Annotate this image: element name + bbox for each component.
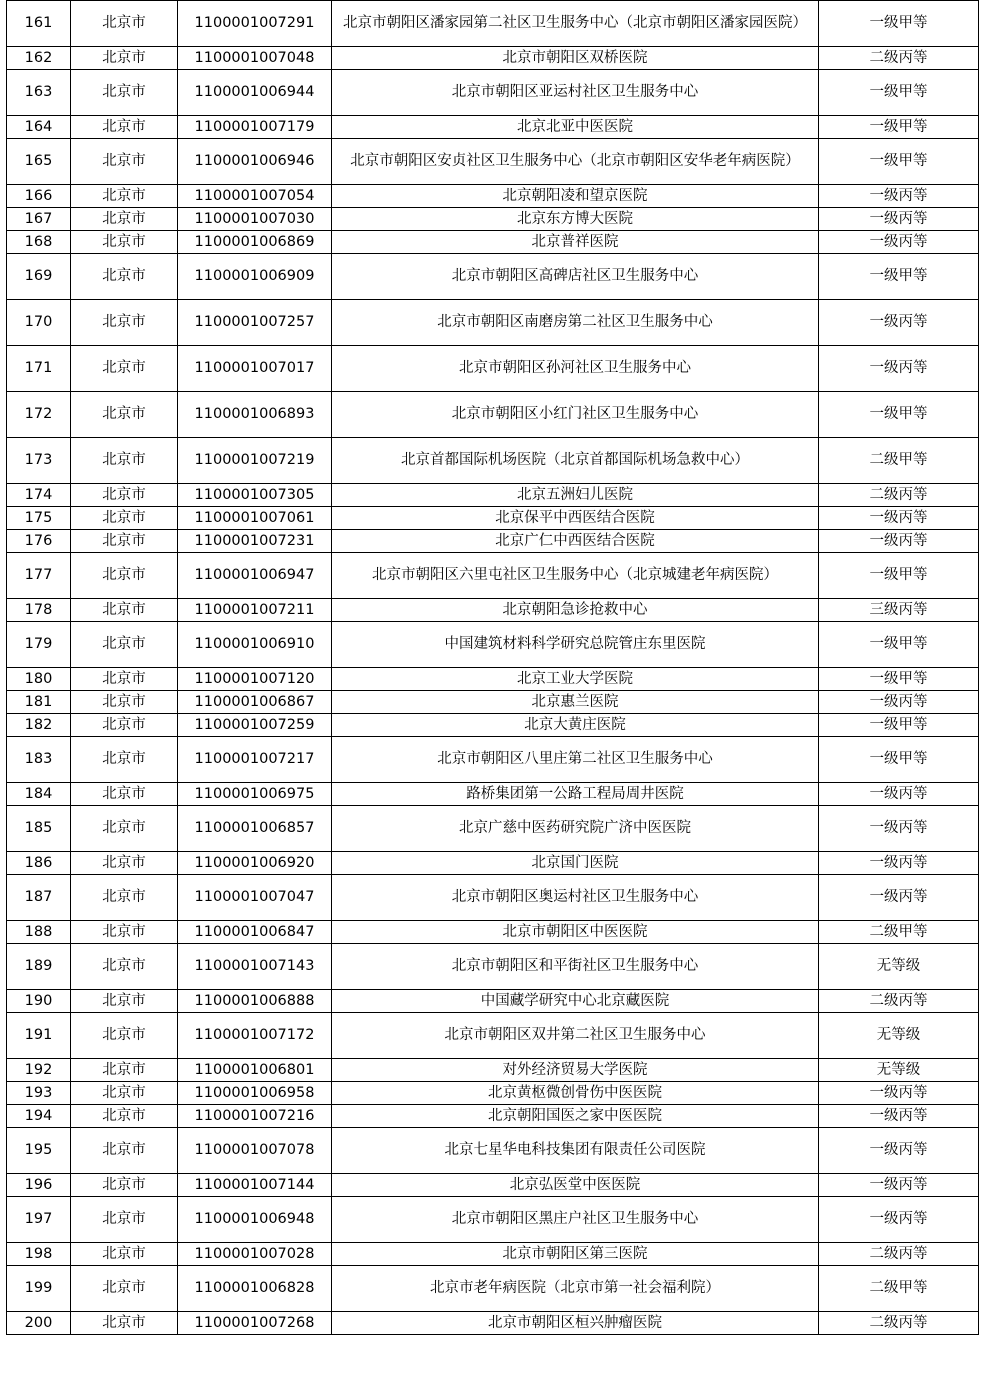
hospital-code-cell: 1100001007120 [178,668,332,691]
hospital-name-cell: 北京惠兰医院 [332,691,819,714]
hospital-code-cell: 1100001006910 [178,622,332,668]
hospital-name-cell: 北京朝阳急诊抢救中心 [332,599,819,622]
hospital-name-cell: 北京七星华电科技集团有限责任公司医院 [332,1128,819,1174]
hospital-code-cell: 1100001007211 [178,599,332,622]
row-number-cell: 167 [7,208,71,231]
city-cell: 北京市 [71,1059,178,1082]
row-number-cell: 190 [7,990,71,1013]
city-cell: 北京市 [71,116,178,139]
hospital-level-cell: 二级甲等 [819,1266,979,1312]
table-row [7,484,979,507]
city-cell: 北京市 [71,1243,178,1266]
table-row [7,875,979,921]
row-number-cell: 182 [7,714,71,737]
hospital-level-cell: 三级丙等 [819,599,979,622]
hospital-level-cell: 一级甲等 [819,714,979,737]
city-cell: 北京市 [71,346,178,392]
hospital-code-cell: 1100001006869 [178,231,332,254]
hospital-level-cell: 二级甲等 [819,438,979,484]
city-cell: 北京市 [71,1128,178,1174]
city-cell: 北京市 [71,438,178,484]
hospital-name-cell: 北京市朝阳区中医医院 [332,921,819,944]
table-row [7,1082,979,1105]
city-cell: 北京市 [71,622,178,668]
city-cell: 北京市 [71,599,178,622]
hospital-level-cell: 一级丙等 [819,185,979,208]
hospital-level-cell: 一级甲等 [819,668,979,691]
table-row [7,1013,979,1059]
row-number-cell: 186 [7,852,71,875]
hospital-code-cell: 1100001007028 [178,1243,332,1266]
row-number-cell: 199 [7,1266,71,1312]
table-row [7,783,979,806]
row-number-cell: 171 [7,346,71,392]
hospital-name-cell: 北京弘医堂中医医院 [332,1174,819,1197]
row-number-cell: 181 [7,691,71,714]
hospital-code-cell: 1100001006847 [178,921,332,944]
city-cell: 北京市 [71,691,178,714]
hospital-level-cell: 一级丙等 [819,783,979,806]
table-row [7,70,979,116]
hospital-level-cell: 一级甲等 [819,139,979,185]
hospital-code-cell: 1100001006947 [178,553,332,599]
hospital-level-cell: 一级甲等 [819,553,979,599]
table-row [7,208,979,231]
city-cell: 北京市 [71,714,178,737]
table-row [7,139,979,185]
row-number-cell: 191 [7,1013,71,1059]
city-cell: 北京市 [71,783,178,806]
hospital-code-cell: 1100001006867 [178,691,332,714]
hospital-name-cell: 北京市朝阳区安贞社区卫生服务中心（北京市朝阳区安华老年病医院） [332,139,819,185]
row-number-cell: 183 [7,737,71,783]
city-cell: 北京市 [71,484,178,507]
hospital-code-cell: 1100001006893 [178,392,332,438]
hospital-name-cell: 北京市朝阳区黑庄户社区卫生服务中心 [332,1197,819,1243]
city-cell: 北京市 [71,300,178,346]
hospital-level-cell: 一级丙等 [819,507,979,530]
hospital-code-cell: 1100001007291 [178,1,332,47]
row-number-cell: 169 [7,254,71,300]
table-row [7,921,979,944]
hospital-code-cell: 1100001007231 [178,530,332,553]
row-number-cell: 195 [7,1128,71,1174]
hospital-name-cell: 北京市朝阳区双桥医院 [332,47,819,70]
table-row [7,806,979,852]
table-row [7,530,979,553]
hospital-name-cell: 北京朝阳凌和望京医院 [332,185,819,208]
row-number-cell: 192 [7,1059,71,1082]
hospital-name-cell: 中国建筑材料科学研究总院管庄东里医院 [332,622,819,668]
hospital-level-cell: 二级丙等 [819,47,979,70]
city-cell: 北京市 [71,392,178,438]
hospital-code-cell: 1100001007061 [178,507,332,530]
city-cell: 北京市 [71,47,178,70]
row-number-cell: 174 [7,484,71,507]
hospital-code-cell: 1100001006944 [178,70,332,116]
table-row [7,1128,979,1174]
hospital-level-cell: 无等级 [819,944,979,990]
row-number-cell: 168 [7,231,71,254]
hospital-name-cell: 北京五洲妇儿医院 [332,484,819,507]
hospital-code-cell: 1100001007179 [178,116,332,139]
city-cell: 北京市 [71,1082,178,1105]
hospital-name-cell: 北京市朝阳区潘家园第二社区卫生服务中心（北京市朝阳区潘家园医院） [332,1,819,47]
hospital-code-cell: 1100001007054 [178,185,332,208]
hospital-level-cell: 一级甲等 [819,116,979,139]
table-row [7,116,979,139]
hospital-name-cell: 北京市朝阳区小红门社区卫生服务中心 [332,392,819,438]
city-cell: 北京市 [71,1197,178,1243]
hospital-level-cell: 一级丙等 [819,1082,979,1105]
row-number-cell: 188 [7,921,71,944]
table-row [7,622,979,668]
hospital-name-cell: 北京首都国际机场医院（北京首都国际机场急救中心） [332,438,819,484]
city-cell: 北京市 [71,1174,178,1197]
hospital-level-cell: 一级丙等 [819,300,979,346]
hospital-level-cell: 一级甲等 [819,70,979,116]
hospital-level-cell: 一级丙等 [819,691,979,714]
hospital-code-cell: 1100001007048 [178,47,332,70]
table-row [7,185,979,208]
hospital-level-cell: 二级丙等 [819,484,979,507]
hospital-name-cell: 对外经济贸易大学医院 [332,1059,819,1082]
hospital-name-cell: 北京工业大学医院 [332,668,819,691]
row-number-cell: 161 [7,1,71,47]
hospital-name-cell: 北京市朝阳区孙河社区卫生服务中心 [332,346,819,392]
hospital-level-cell: 一级丙等 [819,806,979,852]
hospital-name-cell: 北京市朝阳区双井第二社区卫生服务中心 [332,1013,819,1059]
hospital-code-cell: 1100001007172 [178,1013,332,1059]
city-cell: 北京市 [71,1312,178,1335]
hospital-name-cell: 北京朝阳国医之家中医医院 [332,1105,819,1128]
city-cell: 北京市 [71,208,178,231]
hospital-code-cell: 1100001006828 [178,1266,332,1312]
hospital-level-cell: 一级甲等 [819,737,979,783]
hospital-code-cell: 1100001007078 [178,1128,332,1174]
city-cell: 北京市 [71,944,178,990]
hospital-code-cell: 1100001006920 [178,852,332,875]
hospital-level-cell: 一级丙等 [819,1105,979,1128]
hospital-name-cell: 北京广仁中西医结合医院 [332,530,819,553]
row-number-cell: 200 [7,1312,71,1335]
row-number-cell: 178 [7,599,71,622]
hospital-name-cell: 北京保平中西医结合医院 [332,507,819,530]
hospital-level-cell: 一级丙等 [819,852,979,875]
hospital-code-cell: 1100001007259 [178,714,332,737]
hospital-name-cell: 中国藏学研究中心北京藏医院 [332,990,819,1013]
hospital-level-cell: 一级丙等 [819,530,979,553]
hospital-code-cell: 1100001007047 [178,875,332,921]
table-row [7,668,979,691]
hospital-name-cell: 北京北亚中医医院 [332,116,819,139]
city-cell: 北京市 [71,806,178,852]
hospital-name-cell: 路桥集团第一公路工程局周井医院 [332,783,819,806]
table-row [7,231,979,254]
hospital-level-cell: 一级丙等 [819,1174,979,1197]
row-number-cell: 173 [7,438,71,484]
city-cell: 北京市 [71,530,178,553]
hospital-code-cell: 1100001006958 [178,1082,332,1105]
table-row [7,346,979,392]
hospital-level-cell: 一级丙等 [819,346,979,392]
city-cell: 北京市 [71,1105,178,1128]
hospital-name-cell: 北京市朝阳区南磨房第二社区卫生服务中心 [332,300,819,346]
row-number-cell: 180 [7,668,71,691]
row-number-cell: 179 [7,622,71,668]
table-row [7,392,979,438]
row-number-cell: 198 [7,1243,71,1266]
hospital-level-cell: 无等级 [819,1013,979,1059]
hospital-code-cell: 1100001007017 [178,346,332,392]
row-number-cell: 177 [7,553,71,599]
row-number-cell: 164 [7,116,71,139]
city-cell: 北京市 [71,231,178,254]
row-number-cell: 172 [7,392,71,438]
hospital-name-cell: 北京普祥医院 [332,231,819,254]
table-row [7,1243,979,1266]
city-cell: 北京市 [71,852,178,875]
table-row [7,553,979,599]
hospital-name-cell: 北京市老年病医院（北京市第一社会福利院） [332,1266,819,1312]
hospital-name-cell: 北京市朝阳区高碑店社区卫生服务中心 [332,254,819,300]
table-row [7,1197,979,1243]
hospital-level-cell: 一级丙等 [819,1197,979,1243]
hospital-table-body [7,1,979,1335]
hospital-level-cell: 二级丙等 [819,1243,979,1266]
hospital-name-cell: 北京市朝阳区和平街社区卫生服务中心 [332,944,819,990]
row-number-cell: 175 [7,507,71,530]
hospital-code-cell: 1100001007219 [178,438,332,484]
hospital-code-cell: 1100001007030 [178,208,332,231]
city-cell: 北京市 [71,737,178,783]
table-row [7,300,979,346]
table-row [7,1059,979,1082]
hospital-level-cell: 一级甲等 [819,1,979,47]
hospital-code-cell: 1100001006888 [178,990,332,1013]
hospital-code-cell: 1100001007216 [178,1105,332,1128]
hospital-code-cell: 1100001007217 [178,737,332,783]
row-number-cell: 184 [7,783,71,806]
hospital-name-cell: 北京大黄庄医院 [332,714,819,737]
table-row [7,507,979,530]
hospital-level-cell: 二级丙等 [819,990,979,1013]
city-cell: 北京市 [71,1013,178,1059]
row-number-cell: 163 [7,70,71,116]
hospital-name-cell: 北京广慈中医药研究院广济中医医院 [332,806,819,852]
city-cell: 北京市 [71,668,178,691]
hospital-code-cell: 1100001007268 [178,1312,332,1335]
table-row [7,714,979,737]
hospital-level-cell: 无等级 [819,1059,979,1082]
hospital-code-cell: 1100001006857 [178,806,332,852]
table-row [7,254,979,300]
hospital-code-cell: 1100001007257 [178,300,332,346]
city-cell: 北京市 [71,1,178,47]
city-cell: 北京市 [71,875,178,921]
hospital-code-cell: 1100001006801 [178,1059,332,1082]
hospital-code-cell: 1100001006909 [178,254,332,300]
city-cell: 北京市 [71,507,178,530]
hospital-name-cell: 北京黄枢微创骨伤中医医院 [332,1082,819,1105]
hospital-level-cell: 一级丙等 [819,1128,979,1174]
city-cell: 北京市 [71,921,178,944]
hospital-code-cell: 1100001006948 [178,1197,332,1243]
table-row [7,1174,979,1197]
table-row [7,990,979,1013]
hospital-name-cell: 北京市朝阳区桓兴肿瘤医院 [332,1312,819,1335]
hospital-level-cell: 一级甲等 [819,254,979,300]
city-cell: 北京市 [71,553,178,599]
hospital-code-cell: 1100001007143 [178,944,332,990]
hospital-level-cell: 二级甲等 [819,921,979,944]
city-cell: 北京市 [71,254,178,300]
hospital-level-cell: 一级丙等 [819,231,979,254]
row-number-cell: 194 [7,1105,71,1128]
hospital-name-cell: 北京东方博大医院 [332,208,819,231]
table-row [7,737,979,783]
city-cell: 北京市 [71,185,178,208]
row-number-cell: 170 [7,300,71,346]
row-number-cell: 162 [7,47,71,70]
table-row [7,944,979,990]
table-row [7,1312,979,1335]
hospital-name-cell: 北京市朝阳区亚运村社区卫生服务中心 [332,70,819,116]
row-number-cell: 185 [7,806,71,852]
table-row [7,438,979,484]
hospital-name-cell: 北京市朝阳区六里屯社区卫生服务中心（北京城建老年病医院） [332,553,819,599]
table-row [7,1266,979,1312]
row-number-cell: 165 [7,139,71,185]
table-row [7,852,979,875]
table-row [7,47,979,70]
table-row [7,691,979,714]
hospital-code-cell: 1100001006946 [178,139,332,185]
row-number-cell: 197 [7,1197,71,1243]
hospital-name-cell: 北京市朝阳区奥运村社区卫生服务中心 [332,875,819,921]
row-number-cell: 196 [7,1174,71,1197]
hospital-level-cell: 一级丙等 [819,875,979,921]
hospital-code-cell: 1100001007144 [178,1174,332,1197]
hospital-table [6,0,979,1335]
city-cell: 北京市 [71,139,178,185]
hospital-level-cell: 二级丙等 [819,1312,979,1335]
hospital-name-cell: 北京市朝阳区八里庄第二社区卫生服务中心 [332,737,819,783]
row-number-cell: 166 [7,185,71,208]
hospital-code-cell: 1100001007305 [178,484,332,507]
table-row [7,599,979,622]
hospital-name-cell: 北京国门医院 [332,852,819,875]
hospital-level-cell: 一级甲等 [819,622,979,668]
row-number-cell: 187 [7,875,71,921]
city-cell: 北京市 [71,1266,178,1312]
city-cell: 北京市 [71,990,178,1013]
hospital-code-cell: 1100001006975 [178,783,332,806]
hospital-level-cell: 一级丙等 [819,208,979,231]
city-cell: 北京市 [71,70,178,116]
row-number-cell: 193 [7,1082,71,1105]
hospital-level-cell: 一级甲等 [819,392,979,438]
row-number-cell: 176 [7,530,71,553]
table-row [7,1105,979,1128]
row-number-cell: 189 [7,944,71,990]
table-row [7,1,979,47]
hospital-name-cell: 北京市朝阳区第三医院 [332,1243,819,1266]
